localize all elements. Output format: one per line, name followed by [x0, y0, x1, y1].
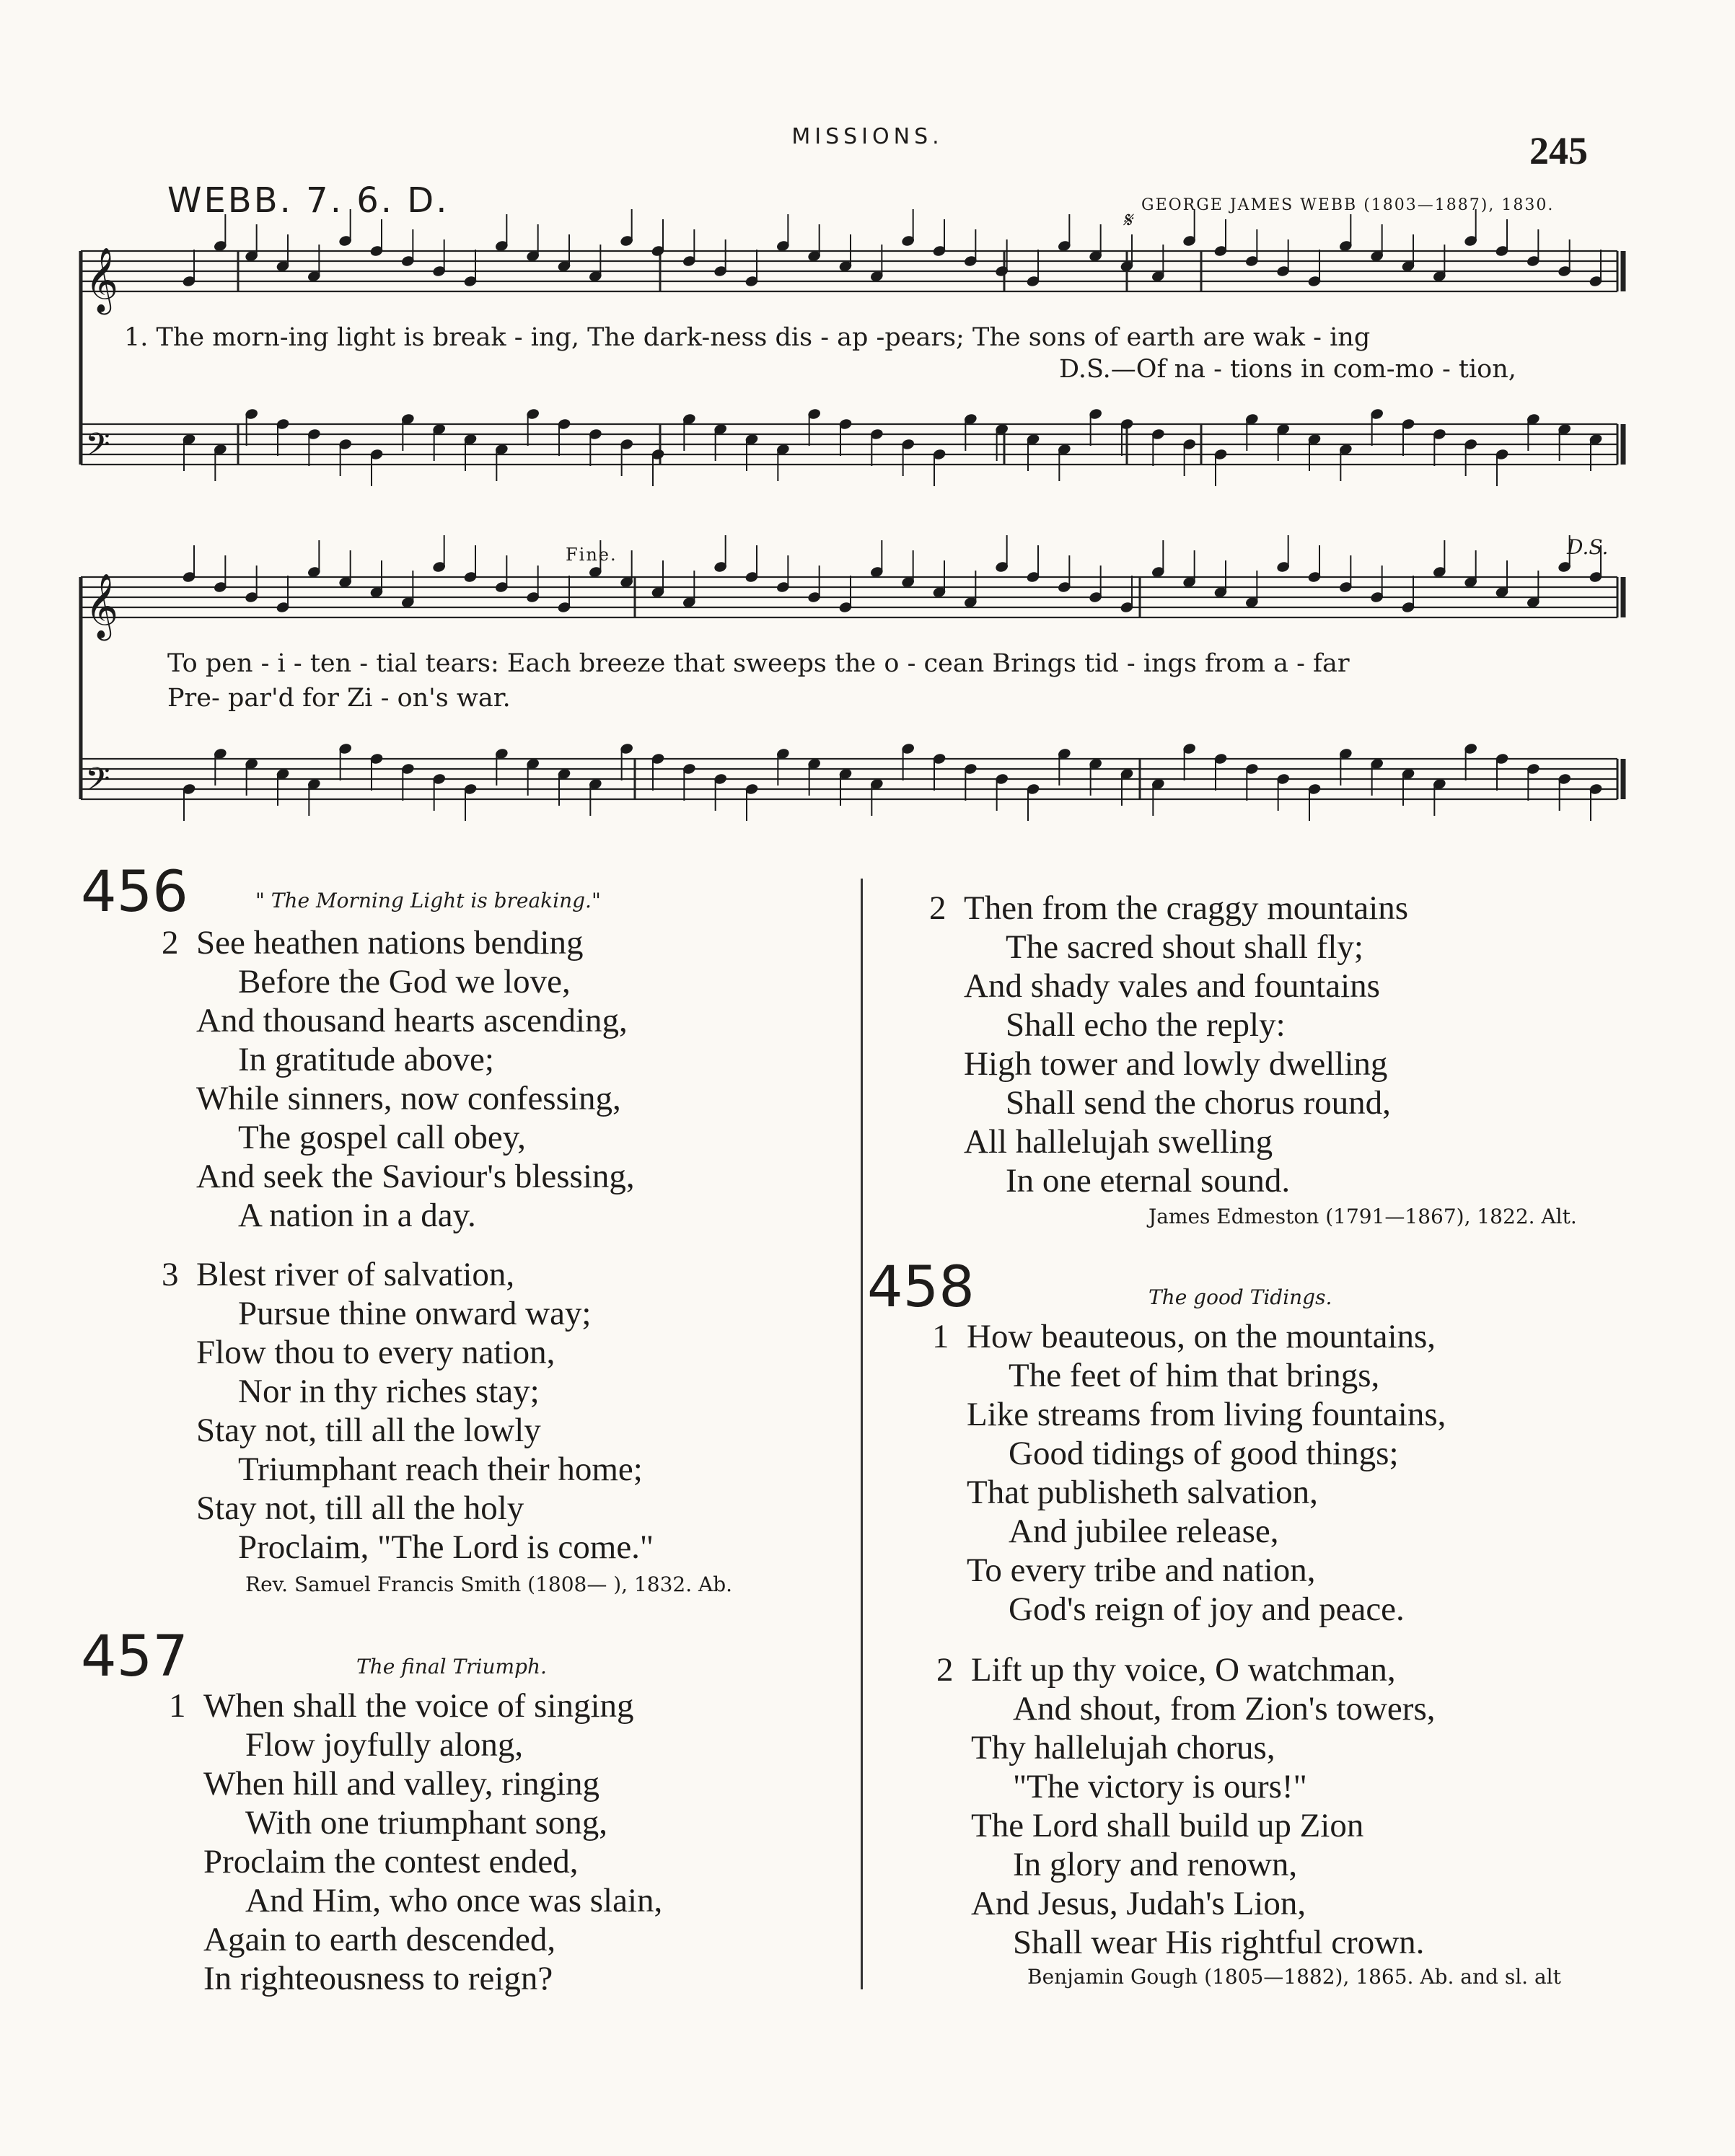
- tune-composer: GEORGE JAMES WEBB (1803—1887), 1830.: [1141, 196, 1555, 214]
- section-header: MISSIONS.: [791, 124, 944, 149]
- stanza-line: In gratitude above;: [238, 1041, 494, 1078]
- stanza-line: When shall the voice of singing: [203, 1687, 634, 1725]
- stanza: [932, 1317, 1446, 1629]
- stanza-line: That publisheth salvation,: [967, 1474, 1318, 1511]
- stanza-line: Pursue thine onward way;: [238, 1295, 592, 1332]
- music-lyric-line2: To pen - i - ten - tial tears: Each breeze that sweeps the o - cean Brings tid - ings from a - far: [167, 649, 1350, 678]
- stanza-line: And seek the Saviour's blessing,: [196, 1158, 635, 1195]
- stanza-line: Flow thou to every nation,: [196, 1334, 555, 1371]
- segno-sign: 𝄋: [1123, 208, 1132, 233]
- hymn-title: The final Triumph.: [356, 1655, 547, 1678]
- stanza-line: In righteousness to reign?: [203, 1960, 553, 1997]
- tune-name: WEBB. 7. 6. D.: [167, 180, 449, 221]
- column-divider: [861, 879, 863, 1989]
- stanza-line: A nation in a day.: [238, 1197, 476, 1234]
- stanza-line: Lift up thy voice, O watchman,: [971, 1651, 1396, 1689]
- stanza-line: Blest river of salvation,: [196, 1256, 515, 1293]
- hymn-attribution: James Edmeston (1791—1867), 1822. Alt.: [1148, 1205, 1577, 1228]
- stanza-number: 1: [932, 1318, 949, 1355]
- stanza-line: Proclaim, "The Lord is come.": [238, 1528, 654, 1566]
- stanza-line: All hallelujah swelling: [964, 1123, 1273, 1161]
- stanza-number: 3: [162, 1256, 179, 1293]
- stanza-line: God's reign of joy and peace.: [1009, 1590, 1405, 1628]
- hymn-number: 458: [867, 1255, 975, 1320]
- stanza-line: To every tribe and nation,: [967, 1552, 1316, 1589]
- stanza-line: And jubilee release,: [1009, 1513, 1279, 1550]
- page-number: 245: [1529, 129, 1588, 172]
- stanza-line: Shall send the chorus round,: [1006, 1084, 1391, 1122]
- fine-mark: Fine.: [566, 545, 618, 565]
- stanza-line: Thy hallelujah chorus,: [971, 1729, 1275, 1766]
- music-lyric-line2-ds: Pre- par'd for Zi - on's war.: [167, 684, 511, 713]
- stanza-line: While sinners, now confessing,: [196, 1080, 621, 1117]
- stanza-line: And Him, who once was slain,: [245, 1882, 663, 1919]
- stanza-line: Good tidings of good things;: [1009, 1435, 1399, 1472]
- stanza: [936, 1650, 1436, 1962]
- stanza-line: In one eternal sound.: [1006, 1162, 1291, 1200]
- stanza-line: Flow joyfully along,: [245, 1726, 524, 1764]
- stanza-line: And Jesus, Judah's Lion,: [971, 1885, 1306, 1922]
- stanza-line: High tower and lowly dwelling: [964, 1045, 1388, 1083]
- stanza-line: The gospel call obey,: [238, 1119, 526, 1156]
- stanza-line: Proclaim the contest ended,: [203, 1843, 579, 1880]
- stanza-number: 1: [169, 1687, 186, 1725]
- svg-text:𝄢: 𝄢: [85, 760, 110, 806]
- stanza-line: The Lord shall build up Zion: [971, 1807, 1364, 1844]
- stanza-number: 2: [929, 889, 946, 927]
- stanza-line: Shall echo the reply:: [1006, 1006, 1286, 1044]
- stanza-line: How beauteous, on the mountains,: [967, 1318, 1436, 1355]
- svg-text:𝄞: 𝄞: [85, 573, 119, 638]
- stanza: [162, 923, 635, 1235]
- music-score: [0, 0, 1735, 851]
- stanza-line: Again to earth descended,: [203, 1921, 556, 1958]
- music-lyric-line1: 1. The morn-ing light is break - ing, The dark-ness dis - ap -pears; The sons of earth are wak - ing: [124, 323, 1371, 352]
- stanza: [169, 1686, 663, 1998]
- stanza: [162, 1255, 654, 1567]
- stanza-line: Stay not, till all the lowly: [196, 1412, 541, 1449]
- stanza-line: "The victory is ours!": [1013, 1768, 1307, 1805]
- hymn-attribution: Benjamin Gough (1805—1882), 1865. Ab. and sl. alt: [1027, 1965, 1561, 1989]
- stanza-line: The sacred shout shall fly;: [1006, 928, 1363, 966]
- hymn-number: 457: [81, 1624, 188, 1689]
- svg-text:𝄢: 𝄢: [85, 426, 110, 471]
- stanza-line: When hill and valley, ringing: [203, 1765, 600, 1803]
- hymn-title: The good Tidings.: [1148, 1285, 1332, 1309]
- stanza-line: Triumphant reach their home;: [238, 1451, 643, 1488]
- music-lyric-line1-ds: D.S.—Of na - tions in com-mo - tion,: [1059, 355, 1516, 384]
- stanza-line: In glory and renown,: [1013, 1846, 1298, 1883]
- stanza-line: Shall wear His rightful crown.: [1013, 1924, 1425, 1961]
- hymn-attribution: Rev. Samuel Francis Smith (1808— ), 1832. Ab.: [245, 1572, 733, 1596]
- stanza-line: Stay not, till all the holy: [196, 1490, 524, 1527]
- hymn-number: 456: [81, 860, 188, 925]
- stanza-line: Then from the craggy mountains: [964, 889, 1409, 927]
- stanza-line: Like streams from living fountains,: [967, 1396, 1446, 1433]
- hymn-title: " The Morning Light is breaking.": [255, 889, 601, 912]
- svg-text:𝄞: 𝄞: [85, 247, 119, 312]
- stanza-line: And shout, from Zion's towers,: [1013, 1690, 1436, 1728]
- stanza-line: With one triumphant song,: [245, 1804, 607, 1842]
- stanza-line: And shady vales and fountains: [964, 967, 1380, 1005]
- stanza-number: 2: [162, 924, 179, 962]
- stanza-line: See heathen nations bending: [196, 924, 584, 962]
- stanza: [929, 889, 1409, 1200]
- stanza-line: Nor in thy riches stay;: [238, 1373, 540, 1410]
- stanza-number: 2: [936, 1651, 954, 1689]
- ds-mark: D.S.: [1567, 535, 1609, 559]
- stanza-line: And thousand hearts ascending,: [196, 1002, 628, 1039]
- stanza-line: The feet of him that brings,: [1009, 1357, 1380, 1394]
- stanza-line: Before the God we love,: [238, 963, 571, 1000]
